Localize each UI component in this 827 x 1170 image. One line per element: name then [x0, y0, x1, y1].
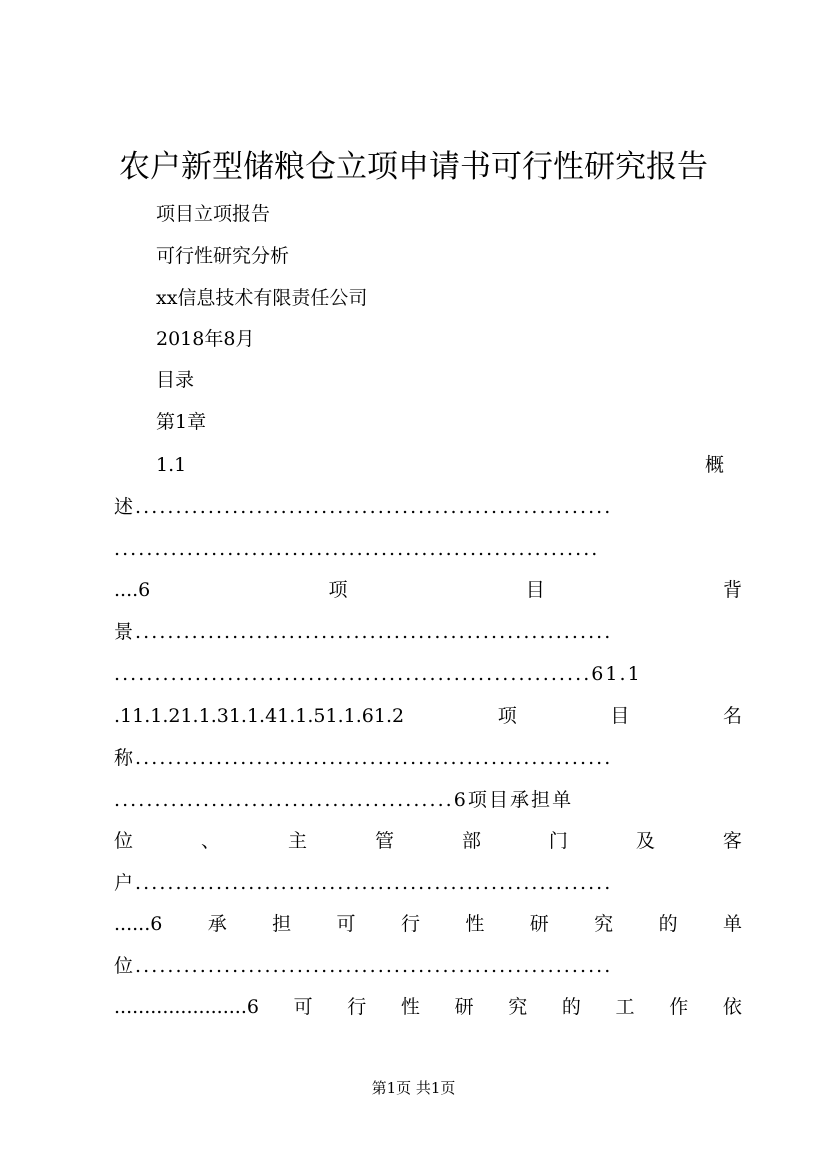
toc-line-9: ..........................................6项目承担单	[114, 789, 574, 811]
toc-fragment: 究	[508, 996, 528, 1018]
toc-text-fragment: 概	[704, 454, 724, 476]
toc-fragment: 管	[374, 830, 394, 852]
toc-line-8: 称...........................................................	[114, 747, 613, 769]
toc-fragment: 名	[722, 705, 742, 727]
toc-line-10	[114, 827, 742, 855]
toc-fragment: 担	[272, 913, 292, 935]
toc-fragment: 承	[207, 913, 227, 935]
toc-line-12	[114, 910, 742, 938]
document-title: 农户新型储粮仓立项申请书可行性研究报告	[119, 149, 708, 185]
toc-line-11: 户...........................................................	[114, 872, 613, 894]
toc-fragment: .11.1.21.1.31.1.41.1.51.1.61.2	[114, 705, 405, 727]
toc-fragment: 背	[722, 579, 742, 601]
toc-fragment: 可	[293, 996, 313, 1018]
toc-fragment: 研	[529, 913, 549, 935]
cover-line-date: 2018年8月	[156, 328, 255, 350]
toc-fragment: 部	[461, 830, 481, 852]
toc-fragment: ....6	[114, 579, 151, 601]
toc-line-4	[114, 576, 742, 604]
toc-fragment: 的	[561, 996, 581, 1018]
toc-fragment: 行	[347, 996, 367, 1018]
toc-fragment: 门	[548, 830, 568, 852]
cover-line-report: 项目立项报告	[156, 203, 271, 225]
toc-heading: 目录	[156, 369, 195, 391]
toc-section-number: 1.1	[156, 454, 187, 476]
toc-line-13: 位...........................................................	[114, 955, 613, 977]
toc-fragment: 作	[669, 996, 689, 1018]
cover-line-analysis: 可行性研究分析	[156, 245, 290, 267]
toc-fragment: 性	[465, 913, 485, 935]
toc-fragment: 及	[635, 830, 655, 852]
toc-fragment: 目	[610, 705, 630, 727]
toc-fragment: 单	[722, 913, 742, 935]
toc-line-14	[114, 993, 742, 1021]
toc-fragment: 项	[497, 705, 517, 727]
toc-fragment: 研	[454, 996, 474, 1018]
toc-fragment: 的	[658, 913, 678, 935]
toc-fragment: 、	[200, 830, 220, 852]
toc-line-3: ............................................................	[114, 538, 600, 560]
toc-line-7	[114, 702, 742, 730]
toc-fragment: 行	[400, 913, 420, 935]
toc-fragment: 主	[287, 830, 307, 852]
toc-fragment: 项	[328, 579, 348, 601]
toc-fragment: 依	[722, 996, 742, 1018]
cover-line-company: xx信息技术有限责任公司	[156, 287, 368, 309]
toc-fragment: 位	[114, 830, 134, 852]
toc-line-6: ...........................................................61.1	[114, 663, 642, 685]
toc-fragment: ......................6	[114, 996, 259, 1018]
toc-line-2: 述...........................................................	[114, 496, 613, 518]
toc-fragment: ......6	[114, 913, 163, 935]
toc-fragment: 究	[594, 913, 614, 935]
toc-fragment: 性	[400, 996, 420, 1018]
page-footer: 第1页 共1页	[371, 1079, 456, 1097]
toc-fragment: 目	[525, 579, 545, 601]
toc-fragment: 客	[722, 830, 742, 852]
chapter-heading: 第1章	[156, 411, 207, 433]
toc-fragment: 可	[336, 913, 356, 935]
toc-line-5: 景...........................................................	[114, 621, 613, 643]
toc-line-1	[156, 451, 724, 479]
toc-fragment: 工	[615, 996, 635, 1018]
